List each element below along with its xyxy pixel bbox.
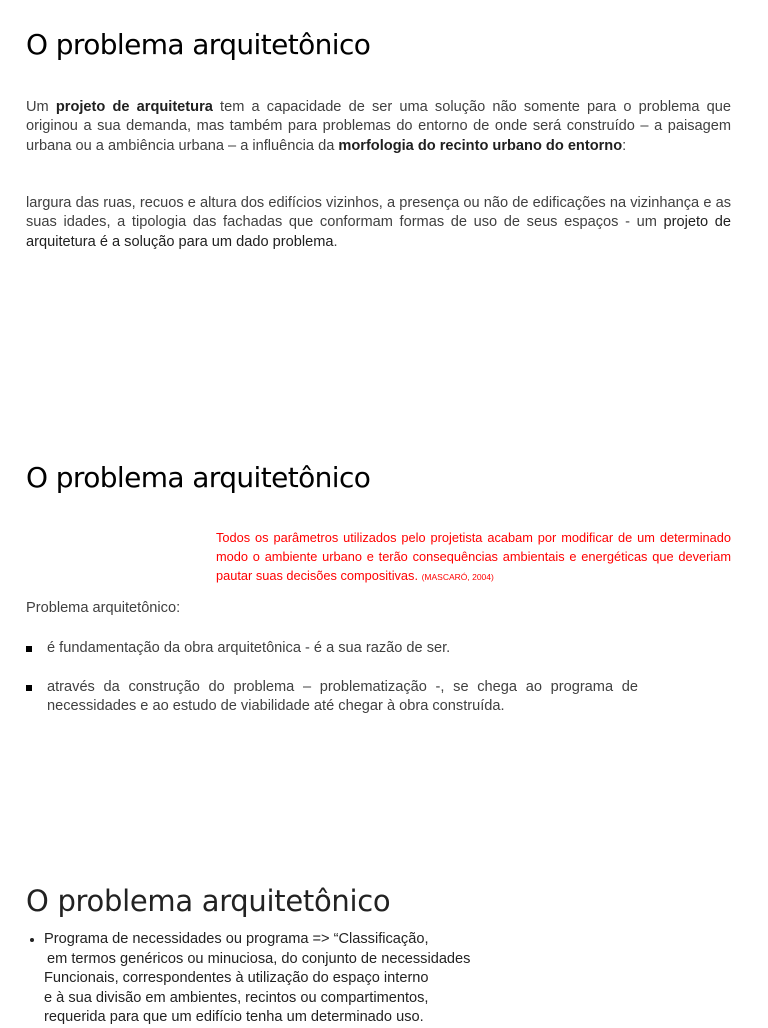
- square-bullet-icon: [26, 646, 32, 652]
- bullet-item: [30, 930, 470, 1028]
- slide-3: [0, 860, 768, 1024]
- slide-2: [0, 430, 768, 860]
- bullet-line: Programa de necessidades ou programa => “Classificação,: [44, 931, 429, 947]
- bullet-line: e à sua divisão em ambientes, recintos ou compartimentos,: [44, 989, 429, 1006]
- bullet-text: [44, 930, 470, 1028]
- bullet-line: requerida para que um edifício tenha um determinado uso.: [44, 1009, 424, 1026]
- highlight-phrase: projeto de arquitetura é a solução para um dado problema: [26, 214, 731, 250]
- paragraph-text: .: [333, 233, 338, 250]
- bullet-text: através da construção do problema – problematização -, se chega ao programa de necessidades e ao estudo de viabilidade até chegar à obra construída.: [47, 679, 638, 715]
- slide-title: O problema arquitetônico: [26, 461, 371, 494]
- quote-citation: (MASCARÓ, 2004): [421, 572, 494, 583]
- bullet-item: [26, 678, 638, 717]
- bold-term: projeto de arquitetura: [55, 99, 213, 115]
- bullet-text: é fundamentação da obra arquitetônica - é a sua razão de ser.: [47, 640, 451, 656]
- bullet-line: Funcionais, correspondentes à utilização do espaço interno: [44, 970, 429, 987]
- quote-block: [216, 528, 731, 588]
- subheading: Problema arquitetônico:: [26, 600, 181, 616]
- intro-paragraph: [26, 98, 731, 156]
- paragraph-text: largura das ruas, recuos e altura dos edifícios vizinhos, a presença ou não de edificações na vizinhança e as suas idades, a tipologia das fachadas que conformam formas de uso de seus espaços - um: [26, 195, 731, 231]
- round-bullet-icon: [30, 938, 34, 942]
- quote-text: Todos os parâmetros utilizados pelo projetista acabam por modificar de um determinado modo o ambiente urbano e terão consequências ambientais e energéticas que deveriam pautar suas decisões compositivas.: [216, 530, 731, 584]
- slide-title: O problema arquitetônico: [26, 28, 371, 61]
- bullet-line: em termos genéricos ou minuciosa, do conjunto de necessidades: [47, 950, 471, 967]
- paragraph-text: Um: [26, 99, 56, 115]
- context-paragraph: [26, 194, 731, 252]
- paragraph-text: :: [622, 137, 627, 154]
- slide-1: [0, 0, 768, 430]
- slide-title: O problema arquitetônico: [26, 884, 391, 918]
- bullet-item: [26, 639, 638, 658]
- paragraph-text: tem a capacidade de ser uma solução não somente para o problema que originou a sua demanda, mas também para problemas do entorno de onde será construído – a paisagem urbana ou a ambiência urbana – a influência da: [26, 99, 731, 154]
- bold-term: morfologia do recinto urbano do entorno: [338, 137, 623, 154]
- square-bullet-icon: [26, 685, 32, 691]
